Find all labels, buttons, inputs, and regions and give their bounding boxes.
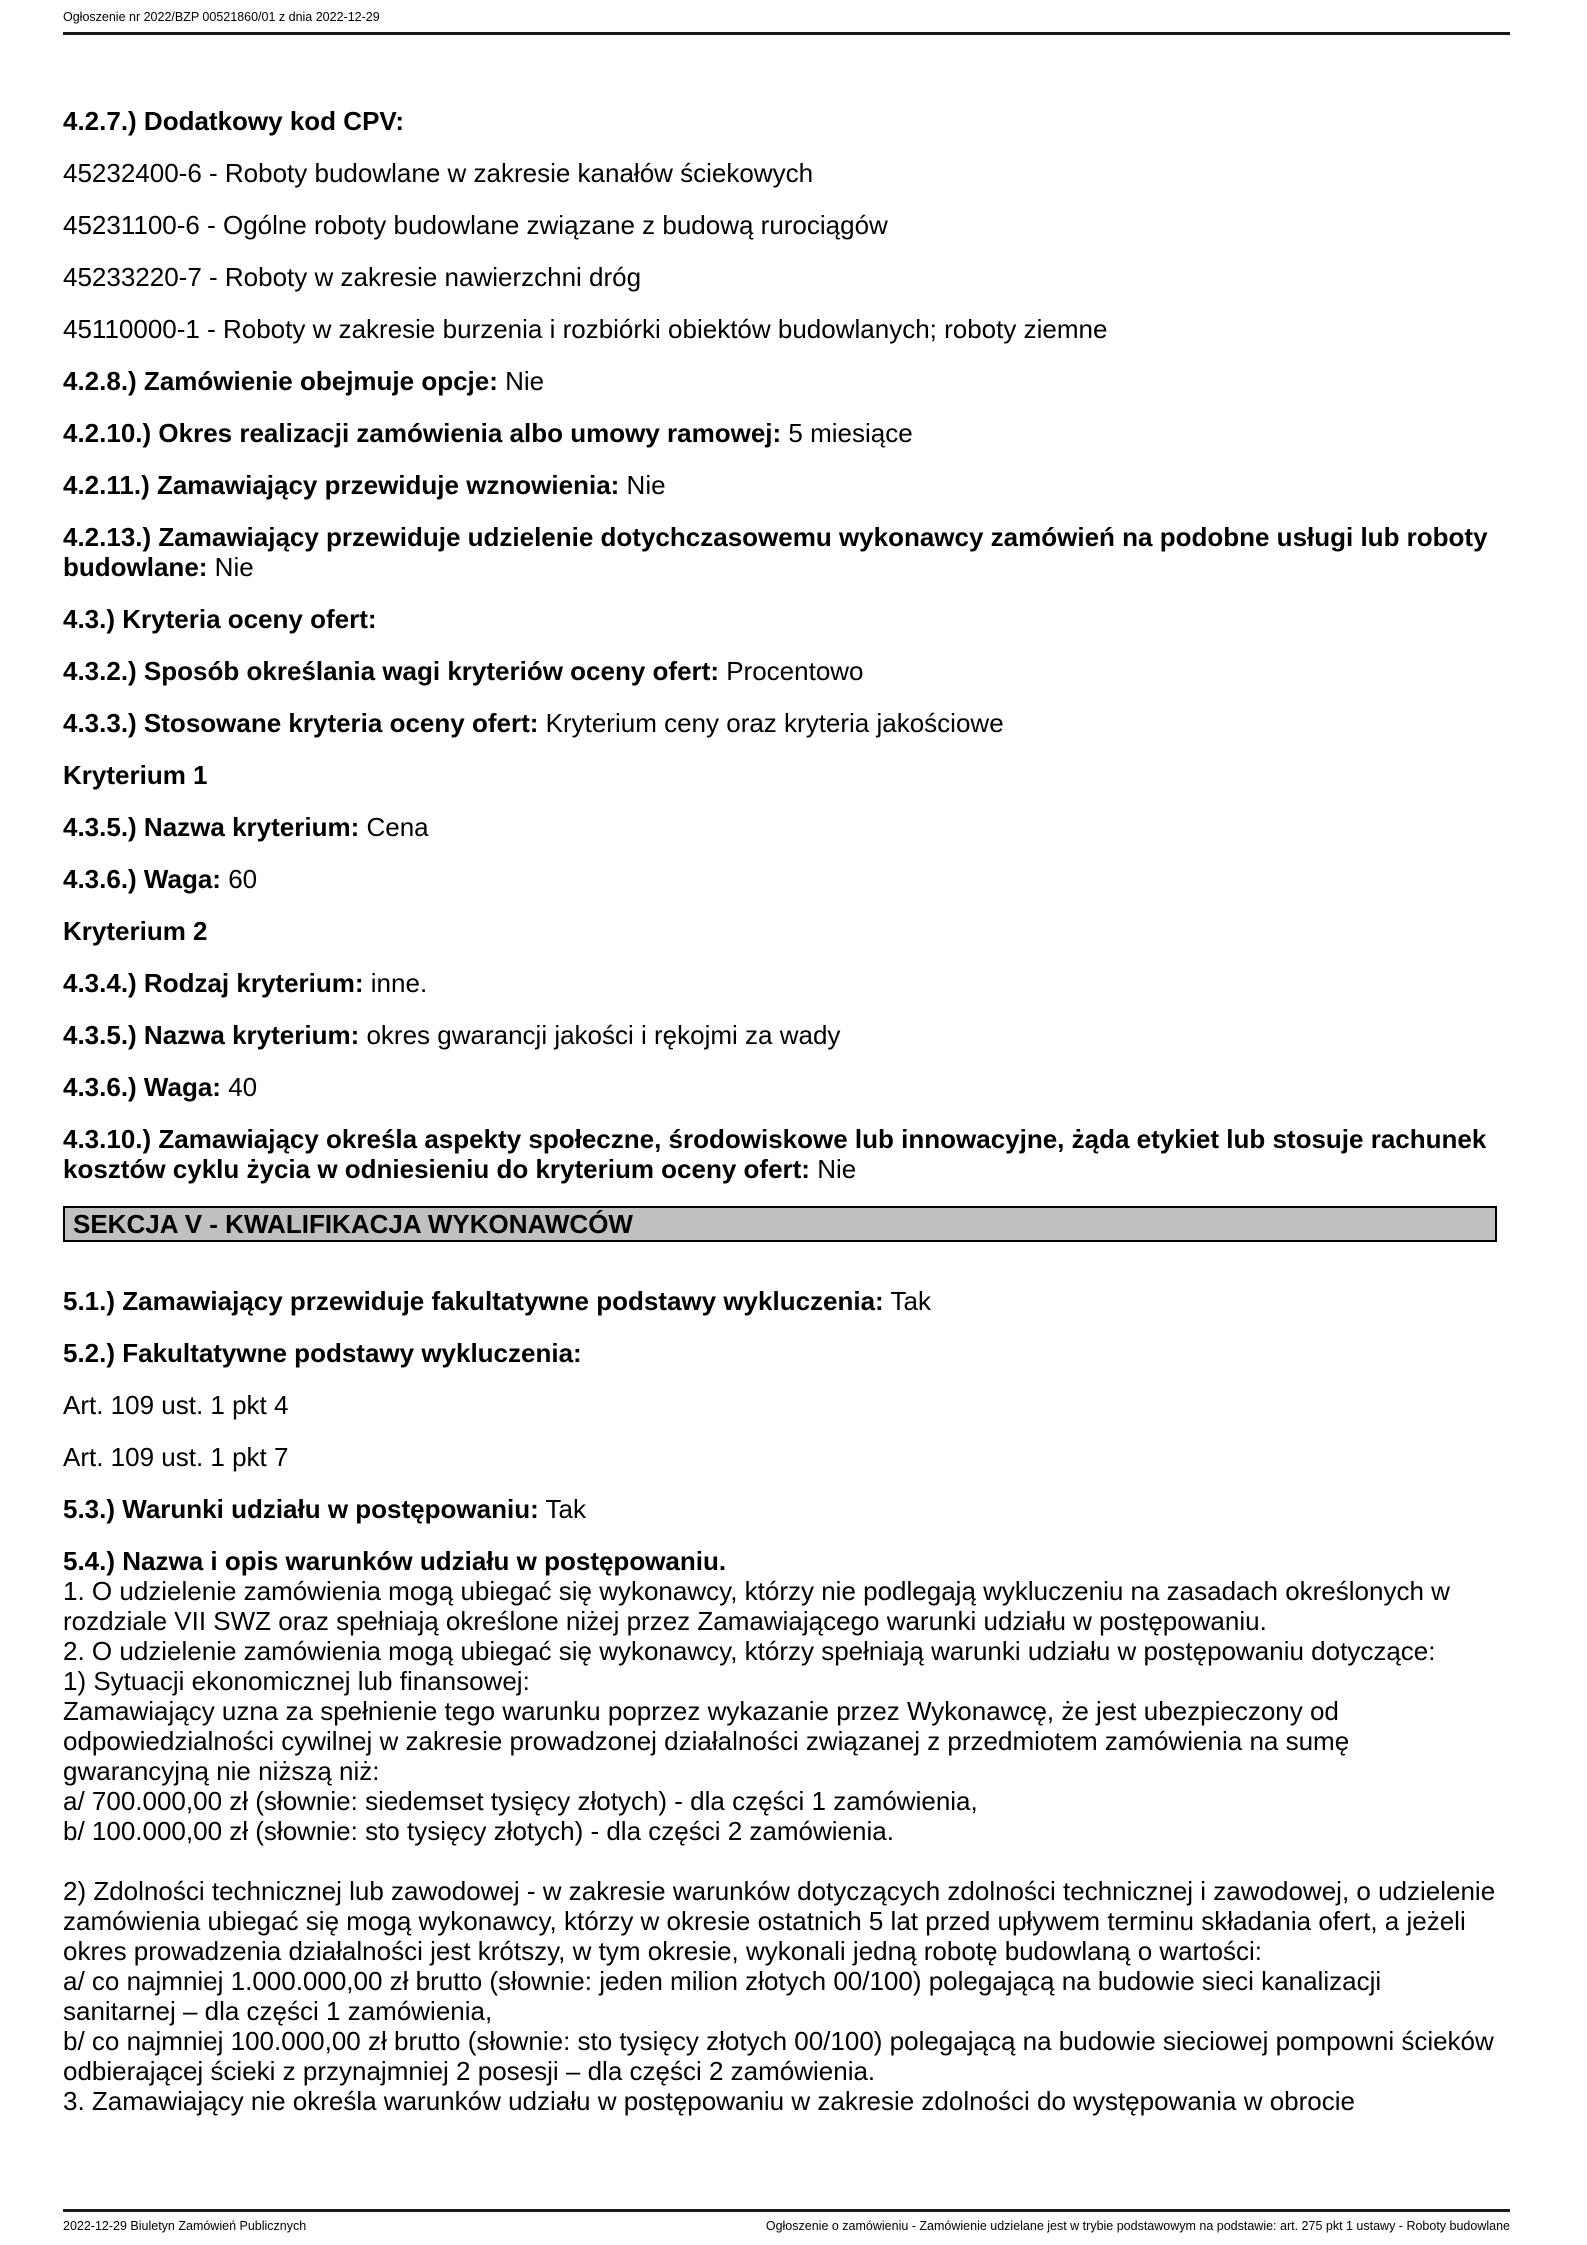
field-paragraph (63, 916, 1499, 946)
text-paragraph: Art. 109 ust. 1 pkt 4 (63, 1390, 289, 1420)
text-paragraph: 45233220-7 - Roboty w zakresie nawierzchni dróg (63, 262, 642, 292)
field-value: Tak (545, 1494, 586, 1524)
field-paragraph (63, 106, 1499, 136)
field-paragraph (63, 1494, 1499, 1524)
header-rule (63, 32, 1510, 35)
field-label: 4.2.8.) Zamówienie obejmuje opcje: (63, 366, 498, 396)
field-paragraph (63, 418, 1499, 448)
requirements-block (63, 1546, 1499, 2116)
block-line: 2. O udzielenie zamówienia mogą ubiegać się wykonawcy, którzy spełniają warunki udziału w postępowaniu dotyczące: (63, 1636, 1436, 1666)
block-line: 2) Zdolności technicznej lub zawodowej - w zakresie warunków dotyczących zdolności technicznej i zawodowej, o udzielenie zamówienia ubiegać się mogą wykonawcy, którzy w okresie ostatnich 5 lat przed upływem terminu składania ofert, a jeżeli okres prowadzenia działalności jest krótszy, w tym okresie, wykonali jedną robotę budowlaną o wartości: (63, 1876, 1496, 1966)
field-label: 4.2.7.) Dodatkowy kod CPV: (63, 106, 404, 136)
field-label: Kryterium 1 (63, 760, 208, 790)
field-label: 4.3.2.) Sposób określania wagi kryteriów oceny ofert: (63, 656, 719, 686)
field-value: Nie (626, 470, 666, 500)
field-value: Tak (890, 1286, 931, 1316)
field-paragraph (63, 1020, 1499, 1050)
field-paragraph (63, 656, 1499, 686)
field-paragraph (63, 812, 1499, 842)
field-value: Cena (366, 812, 429, 842)
text-paragraph: Art. 109 ust. 1 pkt 7 (63, 1442, 289, 1472)
field-paragraph (63, 1072, 1499, 1102)
field-label: 4.3.5.) Nazwa kryterium: (63, 812, 360, 842)
field-paragraph (63, 1286, 1499, 1316)
field-label: 5.3.) Warunki udziału w postępowaniu: (63, 1494, 539, 1524)
field-paragraph (63, 708, 1499, 738)
field-label: Kryterium 2 (63, 916, 208, 946)
field-value: Nie (505, 366, 545, 396)
field-label: 5.1.) Zamawiający przewiduje fakultatywne podstawy wykluczenia: (63, 1286, 884, 1316)
text-paragraph: 45110000-1 - Roboty w zakresie burzenia i rozbiórki obiektów budowlanych; roboty ziemne (63, 314, 1108, 344)
field-paragraph (63, 864, 1499, 894)
field-label: 4.3.) Kryteria oceny ofert: (63, 604, 377, 634)
block-line: b/ 100.000,00 zł (słownie: sto tysięcy złotych) - dla części 2 zamówienia. (63, 1816, 894, 1846)
block-line: a/ co najmniej 1.000.000,00 zł brutto (słownie: jeden milion złotych 00/100) polegającą na budowie sieci kanalizacji sanitarnej – dla części 1 zamówienia, (63, 1966, 1382, 2026)
field-value: Nie (817, 1154, 857, 1184)
field-label: 4.2.13.) Zamawiający przewiduje udzielenie dotychczasowemu wykonawcy zamówień na podobne usługi lub roboty budowlane: (63, 522, 1488, 582)
footer-left-text: 2022-12-29 Biuletyn Zamówień Publicznych (63, 2219, 307, 2233)
field-paragraph (63, 522, 1499, 582)
field-value: inne. (370, 968, 428, 998)
announcement-number: Ogłoszenie nr 2022/BZP 00521860/01 z dnia 2022-12-29 (63, 10, 380, 24)
field-label: 4.2.10.) Okres realizacji zamówienia albo umowy ramowej: (63, 418, 782, 448)
text-paragraph: 45231100-6 - Ogólne roboty budowlane związane z budową rurociągów (63, 210, 888, 240)
field-label: 4.3.3.) Stosowane kryteria oceny ofert: (63, 708, 539, 738)
block-blank-line (63, 1846, 1499, 1876)
field-label: 4.3.6.) Waga: (63, 864, 221, 894)
field-label: 4.3.10.) Zamawiający określa aspekty społeczne, środowiskowe lub innowacyjne, żąda etykiet lub stosuje rachunek kosztów cyklu życia w odniesieniu do kryterium oceny ofert: (63, 1124, 1487, 1184)
field-value: Procentowo (726, 656, 864, 686)
field-value: 60 (228, 864, 258, 894)
page-header (63, 0, 1510, 35)
field-paragraph (63, 1338, 1499, 1368)
block-line: a/ 700.000,00 zł (słownie: siedemset tysięcy złotych) - dla części 1 zamówienia, (63, 1786, 978, 1816)
block-line: 1) Sytuacji ekonomicznej lub finansowej: (63, 1666, 530, 1696)
block-heading: 5.4.) Nazwa i opis warunków udziału w postępowaniu. (63, 1546, 727, 1576)
block-line: b/ co najmniej 100.000,00 zł brutto (słownie: sto tysięcy złotych 00/100) polegającą na budowie sieciowej pompowni ścieków odbierającej ścieki z przynajmniej 2 posesji – dla części 2 zamówienia. (63, 2026, 1494, 2086)
field-paragraph (63, 1124, 1499, 1184)
document-body (63, 106, 1499, 2116)
field-paragraph (63, 366, 1499, 396)
field-value: 40 (228, 1072, 258, 1102)
field-paragraph (63, 604, 1499, 634)
field-value: okres gwarancji jakości i rękojmi za wady (366, 1020, 841, 1050)
section-header-bar: SEKCJA V - KWALIFIKACJA WYKONAWCÓW (63, 1206, 1497, 1242)
field-paragraph (63, 760, 1499, 790)
field-label: 4.3.5.) Nazwa kryterium: (63, 1020, 360, 1050)
field-label: 4.3.6.) Waga: (63, 1072, 221, 1102)
field-label: 4.2.11.) Zamawiający przewiduje wznowienia: (63, 470, 620, 500)
footer-right-text: Ogłoszenie o zamówieniu - Zamówienie udzielane jest w trybie podstawowym na podstawie: art. 275 pkt 1 ustawy - Roboty budowlane (765, 2219, 1510, 2233)
field-paragraph (63, 470, 1499, 500)
page-footer (63, 2209, 1510, 2234)
field-label: 4.3.4.) Rodzaj kryterium: (63, 968, 364, 998)
field-value: Nie (214, 552, 254, 582)
field-value: 5 miesiące (788, 418, 913, 448)
field-value: Kryterium ceny oraz kryteria jakościowe (545, 708, 1004, 738)
field-paragraph (63, 968, 1499, 998)
block-line: 3. Zamawiający nie określa warunków udziału w postępowaniu w zakresie zdolności do występowania w obrocie (63, 2086, 1355, 2116)
block-line: Zamawiający uzna za spełnienie tego warunku poprzez wykazanie przez Wykonawcę, że jest ubezpieczony od odpowiedzialności cywilnej w zakresie prowadzonej działalności związanej z przedmiotem zamówienia na sumę gwarancyjną nie niższą niż: (63, 1696, 1350, 1786)
block-line: 1. O udzielenie zamówienia mogą ubiegać się wykonawcy, którzy nie podlegają wykluczeniu na zasadach określonych w rozdziale VII SWZ oraz spełniają określone niżej przez Zamawiającego warunki udziału w postępowaniu. (63, 1576, 1450, 1636)
text-paragraph: 45232400-6 - Roboty budowlane w zakresie kanałów ściekowych (63, 158, 814, 188)
field-label: 5.2.) Fakultatywne podstawy wykluczenia: (63, 1338, 582, 1368)
